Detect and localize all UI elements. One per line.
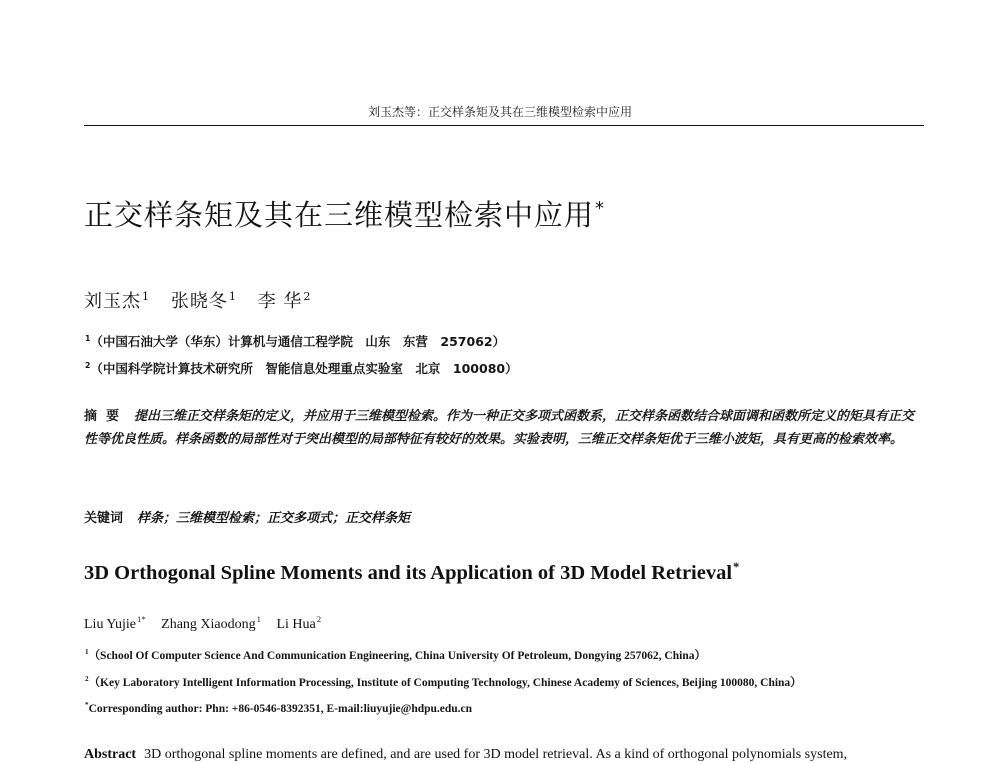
author-en-2 xyxy=(161,614,261,632)
author-cn-sup: 1 xyxy=(142,290,151,303)
author-en-name: Zhang Xiaodong xyxy=(161,617,256,632)
corresponding-author xyxy=(84,703,472,715)
affiliation-en-1 xyxy=(84,647,706,663)
paper-title-en-text: 3D Orthogonal Spline Moments and its Application of 3D Model Retrieval xyxy=(84,562,733,584)
author-en-3 xyxy=(276,614,322,632)
affiliation-cn-2 xyxy=(84,359,518,377)
authors-en xyxy=(84,614,322,633)
keywords-cn xyxy=(84,507,410,526)
paper-title-en xyxy=(84,562,739,585)
affiliation-cn-text: （中国科学院计算技术研究所 智能信息处理重点实验室 北京 100080） xyxy=(90,361,518,376)
title-en-footnote-mark: * xyxy=(733,560,740,575)
author-en-sup: 1* xyxy=(136,614,146,625)
corresponding-author-text: Corresponding author: Phn: +86-0546-8392351, E-mail:liuyujie@hdpu.edu.cn xyxy=(88,703,473,715)
abstract-cn xyxy=(84,405,922,451)
affiliation-cn-sup: 2 xyxy=(85,360,91,370)
title-cn-footnote-mark: * xyxy=(595,198,605,220)
abstract-en-text: 3D orthogonal spline moments are defined, and are used for 3D model retrieval. As a kind of orthogonal polynomials system, xyxy=(144,747,848,762)
corresponding-author-sup: * xyxy=(85,701,89,710)
keywords-cn-text: 样条；三维模型检索；正交多项式；正交样条矩 xyxy=(137,511,411,526)
affiliation-cn-sup: 1 xyxy=(85,333,91,343)
paper-title-cn-text: 正交样条矩及其在三维模型检索中应用 xyxy=(84,198,595,232)
affiliation-en-sup: 2 xyxy=(85,675,89,684)
author-cn-sup: 2 xyxy=(303,290,312,303)
author-cn-name: 李 华 xyxy=(257,291,303,312)
author-cn-3 xyxy=(258,291,312,312)
affiliation-en-text: （Key Laboratory Intelligent Information Processing, Institute of Computing Technology, Chinese Academy of Sciences, Beijing 100080, China） xyxy=(88,677,802,689)
author-cn-sup: 1 xyxy=(228,290,237,303)
authors-cn xyxy=(84,287,312,313)
author-cn-name: 张晓冬 xyxy=(170,291,228,312)
affiliation-en-text: （School Of Computer Science And Communication Engineering, China University Of Petroleum, Dongying 257062, China） xyxy=(88,650,706,662)
author-en-sup: 2 xyxy=(316,614,322,625)
affiliation-en-2 xyxy=(84,674,802,690)
abstract-en xyxy=(84,747,944,763)
affiliation-cn-text: （中国石油大学（华东）计算机与通信工程学院 山东 东营 257062） xyxy=(90,334,506,349)
header-rule xyxy=(84,125,924,126)
author-en-sup: 1 xyxy=(256,614,261,625)
affiliation-en-sup: 1 xyxy=(85,648,89,657)
author-en-name: Liu Yujie xyxy=(84,617,136,632)
author-en-name: Li Hua xyxy=(276,617,316,632)
abstract-en-label: Abstract xyxy=(84,747,137,762)
author-cn-2 xyxy=(171,291,237,312)
author-cn-1 xyxy=(84,291,150,312)
running-head: 刘玉杰等：正交样条矩及其在三维模型检索中应用 xyxy=(367,105,632,119)
abstract-cn-label: 摘要 xyxy=(84,409,129,424)
abstract-cn-text: 提出三维正交样条矩的定义，并应用于三维模型检索。作为一种正交多项式函数系，正交样条函数结合球面调和函数所定义的矩具有正交性等优良性质。样条函数的局部性对于突出模型的局部特征有较好的效果。实验表明，三维正交样条矩优于三维小波矩，具有更高的检索效率。 xyxy=(84,409,915,447)
keywords-cn-label: 关键词 xyxy=(84,511,124,526)
author-cn-name: 刘玉杰 xyxy=(84,291,141,312)
affiliation-cn-1 xyxy=(84,332,505,350)
author-en-1 xyxy=(84,614,146,632)
paper-title-cn xyxy=(84,193,605,234)
